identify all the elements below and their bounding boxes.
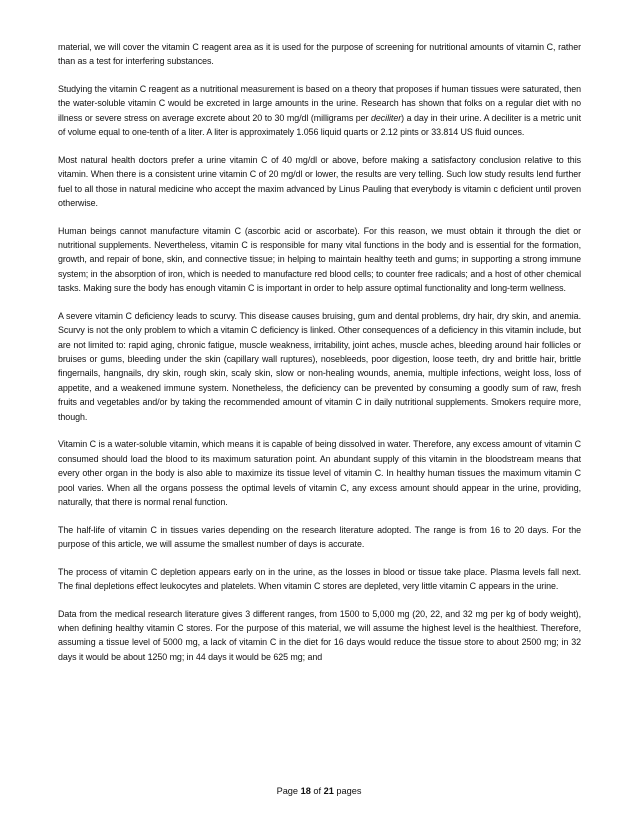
italic-term: deciliter xyxy=(370,112,402,123)
footer-prefix: Page xyxy=(276,786,301,796)
paragraph: Data from the medical research literature gives 3 different ranges, from 1500 to 5,000 mg (20, 22, and 32 mg per kg of body weight), when defining healthy vitamin C stores. For the purpose of this material, we will assume the highest level is the healthiest. Therefore, assuming a tissue level of 5000 mg, a lack of vitamin C in the diet for 16 days would reduce the tissue store to about 2500 mg; in 32 days it would be about 1250 mg; in 44 days it would be 625 mg; and xyxy=(58,608,581,662)
paragraph: Most natural health doctors prefer a urine vitamin C of 40 mg/dl or above, before making a satisfactory conclusion relative to this vitamin. When there is a consistent urine vitamin C of 20 mg/dl or lower, the results are very telling. Such low study results lend further fuel to all those in natural medicine who accept the maxim advanced by Linus Pauling that everybody is vitamin c deficient until proven otherwise. xyxy=(58,154,581,209)
footer-middle: of xyxy=(310,786,324,796)
page-footer xyxy=(0,786,638,796)
paragraph xyxy=(58,82,581,140)
footer-suffix: pages xyxy=(333,786,362,796)
paragraph-text: Studying the vitamin C reagent as a nutritional measurement is based on a theory that proposes if human tissues were saturated, then the water-soluble vitamin C would be excreted in large amounts in the urine. Research has shown that folks on a regular diet with no illness or severe stress on average excrete about 20 to 30 mg/dl (milligrams per xyxy=(58,84,581,123)
paragraph: The process of vitamin C depletion appears early on in the urine, as the losses in blood or tissue take place. Plasma levels fall next. The final depletions effect leukocytes and platelets. When vitamin C stores are depleted, very little vitamin C appears in the urine. xyxy=(58,566,581,591)
paragraph: Human beings cannot manufacture vitamin C (ascorbic acid or ascorbate). For this reason, we must obtain it through the diet or nutritional supplements. Nevertheless, vitamin C is responsible for many vital functions in the body and is essential for the formation, growth, and repair of bone, skin, and connective tissue; in helping to maintain healthy teeth and gums; in supporting a strong immune system; in the absorption of iron, which is needed to manufacture red blood cells; to counter free radicals; and a host of other chemical tasks. Making sure the body has enough vitamin C is important in order to help assure optimal functionality and long-term wellness. xyxy=(58,225,581,294)
paragraph: A severe vitamin C deficiency leads to scurvy. This disease causes bruising, gum and dental problems, dry hair, dry skin, and anemia. Scurvy is not the only problem to which a vitamin C deficiency is linked. Other consequences of a deficiency in this vitamin include, but are not limited to: rapid aging, chronic fatigue, muscle weakness, irritability, joint aches, muscle aches, bleeding around hair follicles or bruises or gums, bleeding under the skin (capillary wall ruptures), nosebleeds, poor digestion, loose teeth, dry and brittle hair, brittle fingernails, hangnails, dry skin, rough skin, scaly skin, slow or non-healing wounds, anemia, multiple infections, weight loss, loss of appetite, and a weakened immune system. Nonetheless, the deficiency can be prevented by consuming a goodly sum of raw, fresh fruits and vegetables and/or by taking the recommended amount of vitamin C in daily nutritional supplements. Smokers require more, though. xyxy=(58,310,581,422)
paragraph-text: ) a day in their urine. A deciliter is a metric unit of volume equal to one-tenth of a liter. A liter is approximately 1.056 liquid quarts or 2.12 pints or 33.814 US fluid ounces. xyxy=(58,112,581,138)
current-page-number: 18 xyxy=(300,786,311,796)
document-page xyxy=(58,40,581,677)
total-pages-number: 21 xyxy=(323,786,334,796)
paragraph: material, we will cover the vitamin C reagent area as it is used for the purpose of screening for nutritional amounts of vitamin C, rather than as a test for interfering substances. xyxy=(58,42,581,67)
paragraph: The half-life of vitamin C in tissues varies depending on the research literature adopted. The range is from 16 to 20 days. For the purpose of this article, we will assume the smallest number of days is accurate. xyxy=(58,524,581,549)
paragraph: Vitamin C is a water-soluble vitamin, which means it is capable of being dissolved in water. Therefore, any excess amount of vitamin C consumed should load the blood to its maximum saturation point. An abundant supply of this vitamin in the bloodstream means that every other organ in the body is also able to maximize its tissue level of vitamin C. In healthy human tissues the maximum vitamin C pool varies. When all the organs possess the optimal levels of vitamin C, any excess amount should appear in the urine, providing, naturally, that there is normal renal function. xyxy=(58,439,581,507)
